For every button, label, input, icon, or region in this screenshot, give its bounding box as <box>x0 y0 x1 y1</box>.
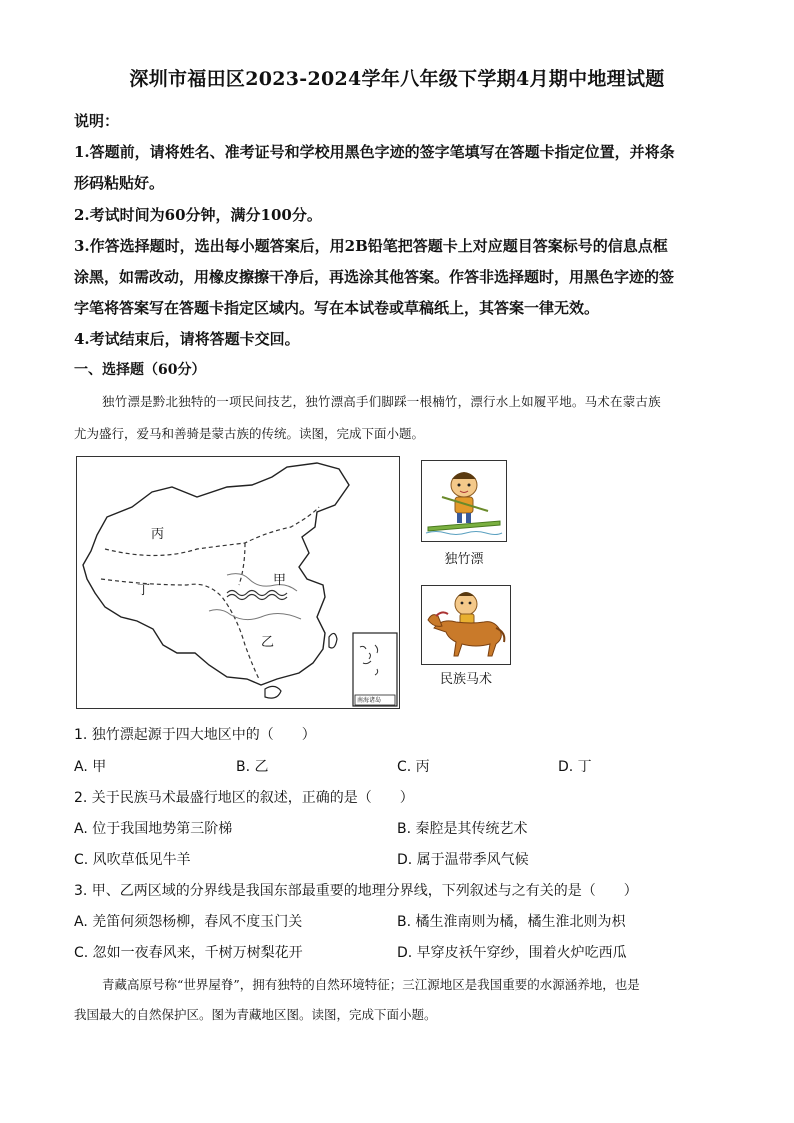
question-1-stem: 1. 独竹漂起源于四大地区中的（ ） <box>74 727 316 743</box>
instruction-line: 3.作答选择题时，选出每小题答案后，用2B铅笔把答题卡上对应题目答案标号的信息点框 <box>74 237 668 255</box>
inset-label: 南海诸岛 <box>357 697 382 704</box>
china-map <box>76 456 400 709</box>
question-1-option-c: C. 丙 <box>397 759 430 775</box>
page-title: 深圳市福田区2023-2024学年八年级下学期4月期中地理试题 <box>129 68 665 90</box>
question-3-option-c: C. 忽如一夜春风来，千树万树梨花开 <box>74 945 303 961</box>
instruction-line: 4.考试结束后，请将答题卡交回。 <box>74 330 300 348</box>
region-label-yi: 乙 <box>261 635 275 650</box>
question-3-stem: 3. 甲、乙两区域的分界线是我国东部最重要的地理分界线，下列叙述与之有关的是（ ） <box>74 883 638 899</box>
question-2-option-b: B. 秦腔是其传统艺术 <box>397 821 528 837</box>
horse-riding-illustration <box>422 586 510 664</box>
question-1-option-a: A. 甲 <box>74 759 107 775</box>
china-map-drawing <box>77 457 399 708</box>
question-3-option-d: D. 早穿皮袄午穿纱，围着火炉吃西瓜 <box>397 945 627 961</box>
passage2-line: 青藏高原号称“世界屋脊”，拥有独特的自然环境特征；三江源地区是我国重要的水源涵养地，也是 <box>102 977 640 992</box>
horse-riding-image <box>421 585 511 665</box>
instruction-line: 涂黑，如需改动，用橡皮擦擦干净后，再选涂其他答案。作答非选择题时，用黑色字迹的签 <box>74 268 675 286</box>
bamboo-caption: 独竹漂 <box>444 552 484 567</box>
instruction-line: 字笔将答案写在答题卡指定区域内。写在本试卷或草稿纸上，其答案一律无效。 <box>74 299 600 317</box>
instruction-line: 1.答题前，请将姓名、准考证号和学校用黑色字迹的签字笔填写在答题卡指定位置，并将条 <box>74 143 675 161</box>
question-1-option-d: D. 丁 <box>558 759 592 775</box>
bamboo-rafting-image <box>421 460 507 542</box>
instructions-heading: 说明： <box>74 112 120 130</box>
question-3-option-b: B. 橘生淮南则为橘，橘生淮北则为枳 <box>397 914 626 930</box>
region-label-ding: 丁 <box>137 583 151 598</box>
passage1-line: 独竹漂是黔北独特的一项民间技艺，独竹漂高手们脚踩一根楠竹，漂行水上如履平地。马术在蒙古族 <box>102 394 661 409</box>
question-3-option-a: A. 羌笛何须怨杨柳，春风不度玉门关 <box>74 914 303 930</box>
question-1-option-b: B. 乙 <box>236 759 269 775</box>
region-label-bing: 丙 <box>151 527 165 542</box>
bamboo-rafting-illustration <box>422 461 506 541</box>
question-2-option-c: C. 风吹草低见牛羊 <box>74 852 191 868</box>
question-2-stem: 2. 关于民族马术最盛行地区的叙述，正确的是（ ） <box>74 790 414 806</box>
passage2-line: 我国最大的自然保护区。图为青藏地区图。读图，完成下面小题。 <box>74 1007 437 1022</box>
instruction-line: 2.考试时间为60分钟，满分100分。 <box>74 206 322 224</box>
instruction-line: 形码粘贴好。 <box>74 174 165 192</box>
passage1-line: 尤为盛行，爱马和善骑是蒙古族的传统。读图，完成下面小题。 <box>74 426 425 441</box>
question-2-option-a: A. 位于我国地势第三阶梯 <box>74 821 233 837</box>
question-2-option-d: D. 属于温带季风气候 <box>397 852 529 868</box>
region-label-jia: 甲 <box>273 573 287 588</box>
horse-caption: 民族马术 <box>439 672 492 687</box>
section-title: 一、选择题（60分） <box>74 362 206 378</box>
